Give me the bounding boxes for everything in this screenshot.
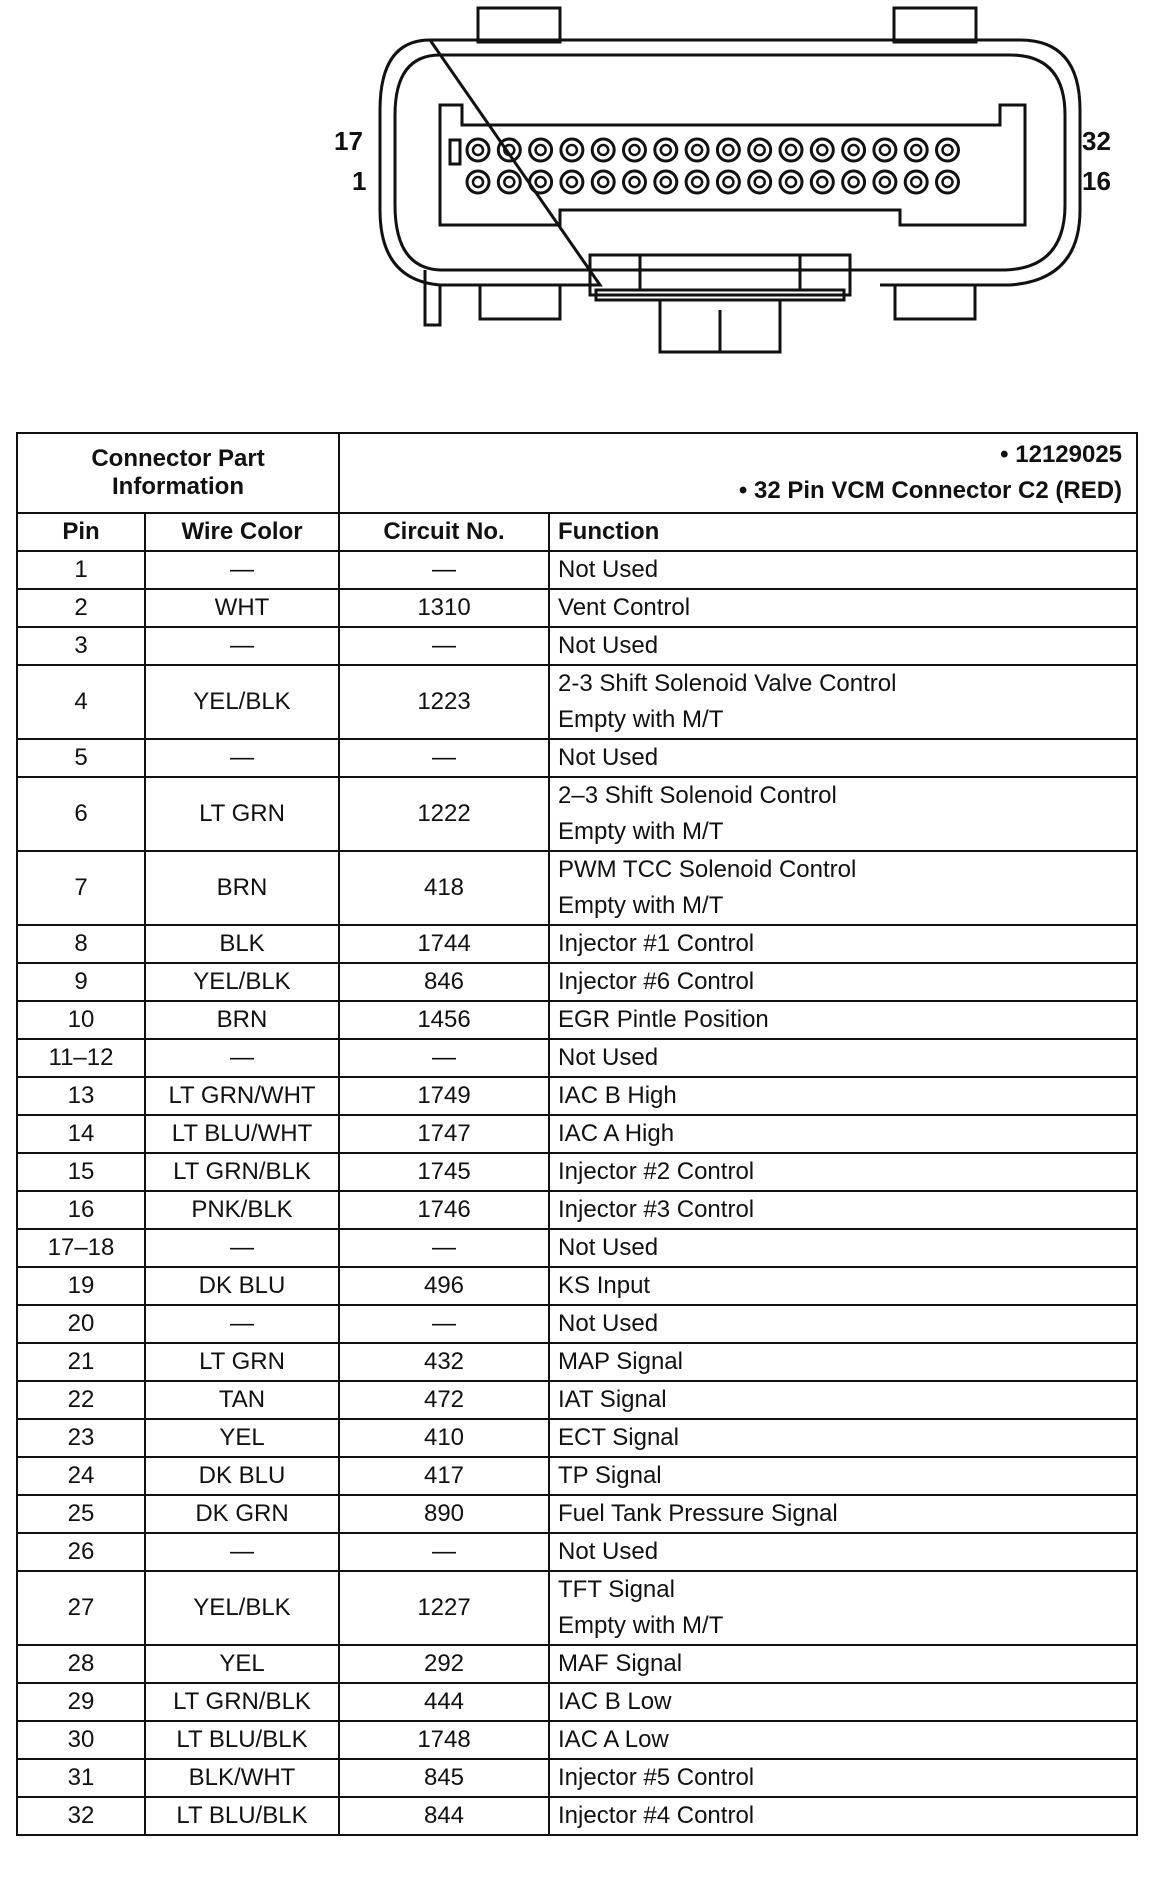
circuit-no-cell: 890 bbox=[339, 1495, 549, 1533]
pin-cell: 4 bbox=[17, 665, 145, 739]
circuit-no-cell: 1744 bbox=[339, 925, 549, 963]
wire-color-cell: YEL/BLK bbox=[145, 1571, 339, 1645]
circuit-no-cell: — bbox=[339, 1039, 549, 1077]
table-row bbox=[17, 1759, 1137, 1797]
wire-color-cell: LT BLU/WHT bbox=[145, 1115, 339, 1153]
pin-hole-inner bbox=[504, 177, 514, 187]
function-cell bbox=[549, 963, 1137, 1001]
function-line: Vent Control bbox=[558, 594, 691, 621]
pin-hole bbox=[811, 139, 833, 161]
function-cell bbox=[549, 665, 1137, 739]
function-line: Empty with M/T bbox=[558, 818, 724, 845]
pin-hole-inner bbox=[911, 145, 921, 155]
circuit-no-cell: 1456 bbox=[339, 1001, 549, 1039]
function-cell bbox=[549, 1039, 1137, 1077]
pin-hole-inner bbox=[567, 145, 577, 155]
part-number: • 12129025 bbox=[1000, 441, 1123, 468]
table-row bbox=[17, 1229, 1137, 1267]
wire-color-cell: — bbox=[145, 551, 339, 589]
wire-color-cell: YEL/BLK bbox=[145, 665, 339, 739]
wire-color-cell: WHT bbox=[145, 589, 339, 627]
connector-latch-left bbox=[478, 8, 560, 42]
table-row bbox=[17, 1039, 1137, 1077]
function-line: Injector #6 Control bbox=[558, 968, 755, 995]
pin-hole bbox=[874, 139, 896, 161]
circuit-no-cell: 418 bbox=[339, 851, 549, 925]
function-cell bbox=[549, 739, 1137, 777]
pin-label-32: 32 bbox=[1082, 126, 1111, 156]
circuit-no-cell: 846 bbox=[339, 963, 549, 1001]
function-cell bbox=[549, 1759, 1137, 1797]
pin-cell: 29 bbox=[17, 1683, 145, 1721]
function-cell bbox=[549, 551, 1137, 589]
pin-hole-inner bbox=[473, 177, 483, 187]
connector-housing-outer bbox=[380, 40, 1080, 285]
function-cell bbox=[549, 1419, 1137, 1457]
pin-hole-inner bbox=[567, 177, 577, 187]
circuit-no-cell: — bbox=[339, 1533, 549, 1571]
pin-hole bbox=[655, 139, 677, 161]
pin-hole bbox=[843, 171, 865, 193]
pin-holes bbox=[467, 139, 959, 193]
pin-cell: 17–18 bbox=[17, 1229, 145, 1267]
function-cell bbox=[549, 627, 1137, 665]
function-line: Not Used bbox=[558, 632, 659, 659]
wire-color-cell: — bbox=[145, 1305, 339, 1343]
pin-hole-inner bbox=[661, 145, 671, 155]
function-line: Not Used bbox=[558, 1234, 659, 1261]
function-line: Fuel Tank Pressure Signal bbox=[558, 1500, 838, 1527]
pin-hole bbox=[937, 139, 959, 161]
table-row bbox=[17, 1267, 1137, 1305]
pin-hole-inner bbox=[630, 145, 640, 155]
function-line: Not Used bbox=[558, 1044, 659, 1071]
wire-color-cell: LT BLU/BLK bbox=[145, 1797, 339, 1835]
table-row bbox=[17, 925, 1137, 963]
function-cell bbox=[549, 1115, 1137, 1153]
connector-bottom-tab-left bbox=[480, 285, 560, 319]
function-cell bbox=[549, 851, 1137, 925]
circuit-no-cell: 496 bbox=[339, 1267, 549, 1305]
table-row bbox=[17, 739, 1137, 777]
circuit-no-cell: — bbox=[339, 1229, 549, 1267]
wire-color-cell: — bbox=[145, 627, 339, 665]
pin-hole bbox=[624, 171, 646, 193]
circuit-no-cell: 845 bbox=[339, 1759, 549, 1797]
table-row bbox=[17, 1721, 1137, 1759]
pin-cell: 6 bbox=[17, 777, 145, 851]
pin-cell: 15 bbox=[17, 1153, 145, 1191]
function-line: 2-3 Shift Solenoid Valve Control bbox=[558, 670, 897, 697]
pin-hole-inner bbox=[598, 145, 608, 155]
pinout-table bbox=[16, 432, 1138, 1836]
table-row bbox=[17, 1001, 1137, 1039]
pin-hole-inner bbox=[598, 177, 608, 187]
wire-color-cell: — bbox=[145, 1229, 339, 1267]
circuit-no-cell: 1747 bbox=[339, 1115, 549, 1153]
pin-cell: 22 bbox=[17, 1381, 145, 1419]
pin-cell: 13 bbox=[17, 1077, 145, 1115]
circuit-no-cell: — bbox=[339, 1305, 549, 1343]
pin-cell: 1 bbox=[17, 551, 145, 589]
function-cell bbox=[549, 1267, 1137, 1305]
circuit-no-cell: 844 bbox=[339, 1797, 549, 1835]
wire-color-cell: DK BLU bbox=[145, 1267, 339, 1305]
function-line: Not Used bbox=[558, 1538, 659, 1565]
function-cell bbox=[549, 1305, 1137, 1343]
function-cell bbox=[549, 1191, 1137, 1229]
pin-cell: 3 bbox=[17, 627, 145, 665]
pin-hole-inner bbox=[755, 145, 765, 155]
wire-color-cell: LT GRN bbox=[145, 1343, 339, 1381]
pin-hole-inner bbox=[723, 145, 733, 155]
pin-hole-inner bbox=[536, 145, 546, 155]
connector-left-clip bbox=[425, 270, 440, 325]
function-cell bbox=[549, 1229, 1137, 1267]
pin-hole bbox=[467, 139, 489, 161]
table-row bbox=[17, 1645, 1137, 1683]
table-row bbox=[17, 1153, 1137, 1191]
pin-hole-inner bbox=[692, 145, 702, 155]
pin-cell: 2 bbox=[17, 589, 145, 627]
function-line: IAC A Low bbox=[558, 1726, 669, 1753]
table-row bbox=[17, 589, 1137, 627]
function-line: Empty with M/T bbox=[558, 1612, 724, 1639]
part-info-label: Connector Part Information bbox=[17, 433, 339, 513]
circuit-no-cell: 1745 bbox=[339, 1153, 549, 1191]
wire-color-cell: LT GRN/BLK bbox=[145, 1683, 339, 1721]
function-cell bbox=[549, 1721, 1137, 1759]
function-line: Not Used bbox=[558, 1310, 659, 1337]
table-row bbox=[17, 1343, 1137, 1381]
function-line: MAF Signal bbox=[558, 1650, 683, 1677]
wire-color-cell: — bbox=[145, 739, 339, 777]
circuit-no-cell: — bbox=[339, 551, 549, 589]
function-line: IAC B High bbox=[558, 1082, 677, 1109]
table-row bbox=[17, 1381, 1137, 1419]
function-line: TP Signal bbox=[558, 1462, 662, 1489]
circuit-no-cell: — bbox=[339, 627, 549, 665]
pin-hole bbox=[780, 171, 802, 193]
pin-cell: 28 bbox=[17, 1645, 145, 1683]
circuit-no-cell: 292 bbox=[339, 1645, 549, 1683]
wire-color-cell: DK BLU bbox=[145, 1457, 339, 1495]
function-line: Empty with M/T bbox=[558, 892, 724, 919]
column-header-circuit-no: Circuit No. bbox=[339, 513, 549, 551]
pin-cell: 30 bbox=[17, 1721, 145, 1759]
function-cell bbox=[549, 1457, 1137, 1495]
table-row bbox=[17, 627, 1137, 665]
column-header-row bbox=[17, 513, 1137, 551]
wire-color-cell: YEL bbox=[145, 1419, 339, 1457]
function-line: EGR Pintle Position bbox=[558, 1006, 769, 1033]
wire-color-cell: LT BLU/BLK bbox=[145, 1721, 339, 1759]
pin-cell: 7 bbox=[17, 851, 145, 925]
pin-cell: 21 bbox=[17, 1343, 145, 1381]
table-row bbox=[17, 851, 1137, 925]
pin-hole-inner bbox=[943, 177, 953, 187]
pin-hole bbox=[561, 139, 583, 161]
table-row bbox=[17, 665, 1137, 739]
wire-color-cell: BLK/WHT bbox=[145, 1759, 339, 1797]
circuit-no-cell: 1227 bbox=[339, 1571, 549, 1645]
pin-cell: 23 bbox=[17, 1419, 145, 1457]
function-line: IAC A High bbox=[558, 1120, 675, 1147]
table-row bbox=[17, 551, 1137, 589]
pin-cell: 19 bbox=[17, 1267, 145, 1305]
pin-hole bbox=[592, 139, 614, 161]
pin-hole bbox=[905, 139, 927, 161]
function-line: MAP Signal bbox=[558, 1348, 683, 1375]
wire-color-cell: YEL/BLK bbox=[145, 963, 339, 1001]
function-line: Not Used bbox=[558, 744, 659, 771]
table-row bbox=[17, 1305, 1137, 1343]
pin-hole bbox=[811, 171, 833, 193]
pin-hole-inner bbox=[817, 145, 827, 155]
pin-hole-inner bbox=[880, 145, 890, 155]
function-line: Injector #1 Control bbox=[558, 930, 755, 957]
connector-bottom-tab-right bbox=[895, 285, 975, 319]
pin-hole bbox=[686, 171, 708, 193]
table-row bbox=[17, 1797, 1137, 1835]
pin-hole-inner bbox=[943, 145, 953, 155]
pin-hole bbox=[592, 171, 614, 193]
pin-hole-inner bbox=[911, 177, 921, 187]
table-row bbox=[17, 1115, 1137, 1153]
function-line: Injector #4 Control bbox=[558, 1802, 755, 1829]
table-row bbox=[17, 1571, 1137, 1645]
column-header-wire-color: Wire Color bbox=[145, 513, 339, 551]
function-cell bbox=[549, 1077, 1137, 1115]
wire-color-cell: BLK bbox=[145, 925, 339, 963]
function-cell bbox=[549, 1343, 1137, 1381]
pin-hole-inner bbox=[817, 177, 827, 187]
circuit-no-cell: 444 bbox=[339, 1683, 549, 1721]
pin-label-16: 16 bbox=[1082, 166, 1111, 196]
function-cell bbox=[549, 1153, 1137, 1191]
pin-cell: 9 bbox=[17, 963, 145, 1001]
pin-cavity-key bbox=[450, 140, 460, 164]
connector-housing-inner-ring bbox=[395, 55, 1065, 270]
function-line: Injector #2 Control bbox=[558, 1158, 755, 1185]
circuit-no-cell: 1749 bbox=[339, 1077, 549, 1115]
function-cell bbox=[549, 1533, 1137, 1571]
table-row bbox=[17, 1419, 1137, 1457]
pin-cell: 5 bbox=[17, 739, 145, 777]
pin-hole-inner bbox=[849, 177, 859, 187]
function-cell bbox=[549, 1683, 1137, 1721]
pin-hole-inner bbox=[880, 177, 890, 187]
pin-cell: 20 bbox=[17, 1305, 145, 1343]
pin-cell: 24 bbox=[17, 1457, 145, 1495]
connector-diagram bbox=[0, 0, 1152, 380]
pin-hole-inner bbox=[786, 177, 796, 187]
function-cell bbox=[549, 1645, 1137, 1683]
function-cell bbox=[549, 777, 1137, 851]
wire-color-cell: PNK/BLK bbox=[145, 1191, 339, 1229]
wire-color-cell: DK GRN bbox=[145, 1495, 339, 1533]
pin-hole bbox=[467, 171, 489, 193]
column-header-pin: Pin bbox=[17, 513, 145, 551]
circuit-no-cell: 1748 bbox=[339, 1721, 549, 1759]
circuit-no-cell: — bbox=[339, 739, 549, 777]
function-cell bbox=[549, 1797, 1137, 1835]
pin-rows bbox=[17, 551, 1137, 1835]
wire-color-cell: LT GRN bbox=[145, 777, 339, 851]
part-info-values bbox=[339, 433, 1137, 513]
function-cell bbox=[549, 1571, 1137, 1645]
function-cell bbox=[549, 925, 1137, 963]
table-row bbox=[17, 1077, 1137, 1115]
circuit-no-cell: 472 bbox=[339, 1381, 549, 1419]
table-row bbox=[17, 1683, 1137, 1721]
function-line: Not Used bbox=[558, 556, 659, 583]
wire-color-cell: BRN bbox=[145, 851, 339, 925]
connector-latch-right bbox=[894, 8, 976, 42]
function-cell bbox=[549, 589, 1137, 627]
pin-hole bbox=[530, 139, 552, 161]
pin-hole-inner bbox=[755, 177, 765, 187]
function-cell bbox=[549, 1001, 1137, 1039]
circuit-no-cell: 417 bbox=[339, 1457, 549, 1495]
column-header-function: Function bbox=[549, 513, 1137, 551]
function-line: Injector #3 Control bbox=[558, 1196, 755, 1223]
pin-cavity-frame bbox=[440, 105, 1025, 225]
wire-color-cell: BRN bbox=[145, 1001, 339, 1039]
circuit-no-cell: 410 bbox=[339, 1419, 549, 1457]
function-line: Empty with M/T bbox=[558, 706, 724, 733]
pin-cell: 10 bbox=[17, 1001, 145, 1039]
function-line: PWM TCC Solenoid Control bbox=[558, 856, 857, 883]
pin-hole bbox=[874, 171, 896, 193]
function-cell bbox=[549, 1495, 1137, 1533]
pin-hole bbox=[686, 139, 708, 161]
pin-hole bbox=[624, 139, 646, 161]
pin-label-1: 1 bbox=[352, 166, 367, 196]
pin-cell: 16 bbox=[17, 1191, 145, 1229]
pin-hole-inner bbox=[692, 177, 702, 187]
pin-hole-inner bbox=[536, 177, 546, 187]
table-row bbox=[17, 963, 1137, 1001]
function-line: IAT Signal bbox=[558, 1386, 667, 1413]
pin-hole bbox=[937, 171, 959, 193]
pin-label-17: 17 bbox=[334, 126, 363, 156]
pin-hole-inner bbox=[630, 177, 640, 187]
table-row bbox=[17, 777, 1137, 851]
pin-hole bbox=[498, 139, 520, 161]
pin-hole-inner bbox=[473, 145, 483, 155]
wire-color-cell: — bbox=[145, 1533, 339, 1571]
circuit-no-cell: 1746 bbox=[339, 1191, 549, 1229]
pin-hole bbox=[749, 171, 771, 193]
wire-color-cell: LT GRN/BLK bbox=[145, 1153, 339, 1191]
pin-hole-inner bbox=[723, 177, 733, 187]
pin-hole bbox=[561, 171, 583, 193]
pin-cell: 26 bbox=[17, 1533, 145, 1571]
function-cell bbox=[549, 1381, 1137, 1419]
pin-cell: 11–12 bbox=[17, 1039, 145, 1077]
connector-description: • 32 Pin VCM Connector C2 (RED) bbox=[738, 477, 1123, 504]
pin-hole bbox=[655, 171, 677, 193]
pin-hole bbox=[843, 139, 865, 161]
pin-hole bbox=[780, 139, 802, 161]
pin-hole bbox=[530, 171, 552, 193]
function-line: ECT Signal bbox=[558, 1424, 679, 1451]
pin-cell: 8 bbox=[17, 925, 145, 963]
table-row bbox=[17, 1533, 1137, 1571]
pin-hole-inner bbox=[786, 145, 796, 155]
pin-hole-inner bbox=[849, 145, 859, 155]
pin-cell: 14 bbox=[17, 1115, 145, 1153]
pin-cell: 27 bbox=[17, 1571, 145, 1645]
pin-hole-inner bbox=[661, 177, 671, 187]
pin-hole bbox=[905, 171, 927, 193]
function-line: IAC B Low bbox=[558, 1688, 672, 1715]
wire-color-cell: YEL bbox=[145, 1645, 339, 1683]
pin-hole bbox=[498, 171, 520, 193]
function-line: Injector #5 Control bbox=[558, 1764, 755, 1791]
pin-hole bbox=[749, 139, 771, 161]
function-line: TFT Signal bbox=[558, 1576, 675, 1603]
pin-hole bbox=[717, 171, 739, 193]
table-row bbox=[17, 1457, 1137, 1495]
table-row bbox=[17, 1191, 1137, 1229]
wire-color-cell: — bbox=[145, 1039, 339, 1077]
table-row bbox=[17, 1495, 1137, 1533]
wire-color-cell: LT GRN/WHT bbox=[145, 1077, 339, 1115]
circuit-no-cell: 1223 bbox=[339, 665, 549, 739]
pin-hole bbox=[717, 139, 739, 161]
circuit-no-cell: 1310 bbox=[339, 589, 549, 627]
wire-color-cell: TAN bbox=[145, 1381, 339, 1419]
circuit-no-cell: 432 bbox=[339, 1343, 549, 1381]
circuit-no-cell: 1222 bbox=[339, 777, 549, 851]
function-line: KS Input bbox=[558, 1272, 651, 1299]
pin-cell: 25 bbox=[17, 1495, 145, 1533]
part-info-row bbox=[17, 433, 1137, 513]
function-line: 2–3 Shift Solenoid Control bbox=[558, 782, 837, 809]
pin-cell: 32 bbox=[17, 1797, 145, 1835]
pin-cell: 31 bbox=[17, 1759, 145, 1797]
